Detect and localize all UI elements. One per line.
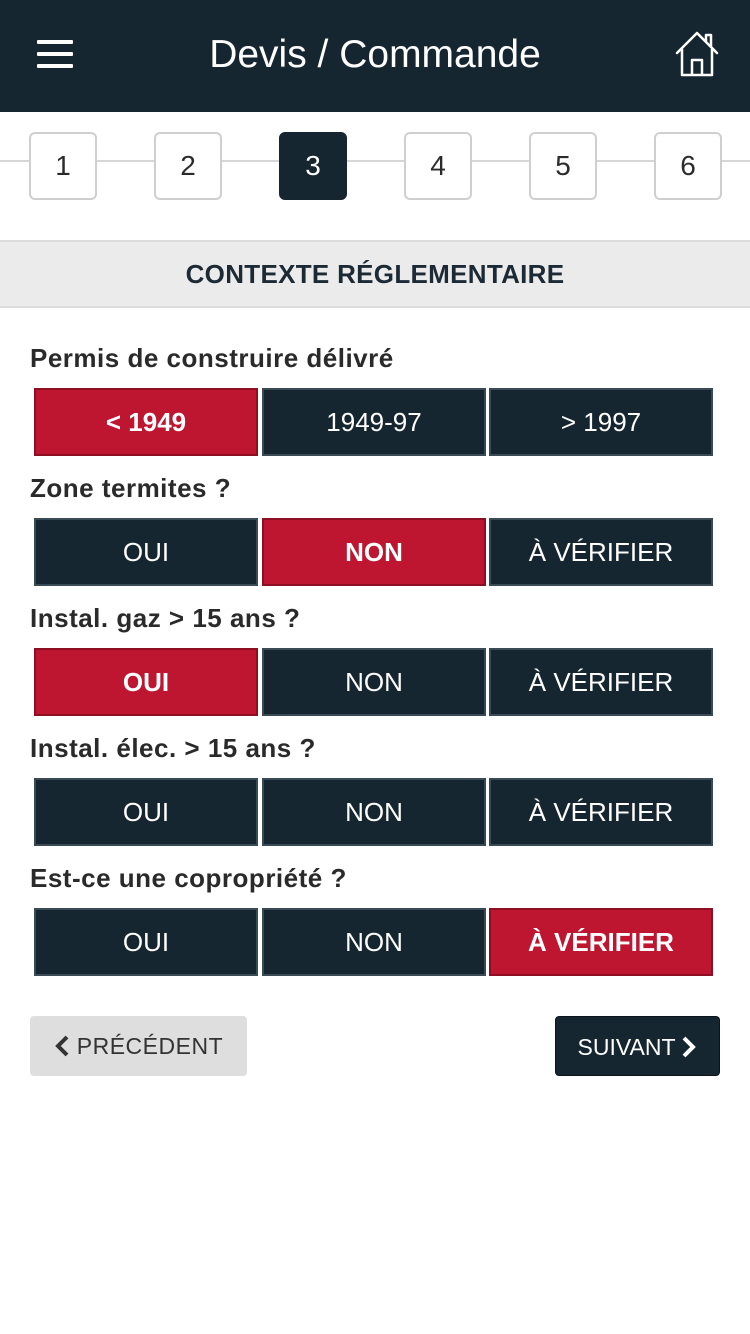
stepper-line bbox=[0, 160, 750, 162]
step-3[interactable]: 3 bbox=[279, 132, 347, 200]
option-a-verifier[interactable]: À VÉRIFIER bbox=[489, 778, 713, 846]
question-permis bbox=[30, 338, 720, 456]
option-oui[interactable]: OUI bbox=[34, 518, 258, 586]
hamburger-menu-icon[interactable] bbox=[37, 40, 73, 68]
question-label: Permis de construire délivré bbox=[30, 343, 394, 373]
step-2[interactable]: 2 bbox=[154, 132, 222, 200]
next-button[interactable] bbox=[555, 1016, 720, 1076]
question-label: Zone termites ? bbox=[30, 473, 232, 503]
option-before-1949[interactable]: < 1949 bbox=[34, 388, 258, 456]
option-after-1997[interactable]: > 1997 bbox=[489, 388, 713, 456]
question-zone-termites bbox=[30, 468, 720, 586]
step-indicator bbox=[0, 132, 750, 200]
option-1949-97[interactable]: 1949-97 bbox=[262, 388, 486, 456]
question-instal-gaz bbox=[30, 598, 720, 716]
step-4[interactable]: 4 bbox=[404, 132, 472, 200]
question-label: Est-ce une copropriété ? bbox=[30, 863, 347, 893]
page-title: Devis / Commande bbox=[209, 33, 541, 76]
option-non[interactable]: NON bbox=[262, 908, 486, 976]
option-a-verifier[interactable]: À VÉRIFIER bbox=[489, 908, 713, 976]
app-header bbox=[0, 0, 750, 112]
step-5[interactable]: 5 bbox=[529, 132, 597, 200]
option-a-verifier[interactable]: À VÉRIFIER bbox=[489, 518, 713, 586]
option-oui[interactable]: OUI bbox=[34, 908, 258, 976]
option-group bbox=[30, 778, 720, 846]
option-group bbox=[30, 518, 720, 586]
option-non[interactable]: NON bbox=[262, 778, 486, 846]
question-instal-elec bbox=[30, 728, 720, 846]
question-label: Instal. élec. > 15 ans ? bbox=[30, 733, 316, 763]
option-group bbox=[30, 388, 720, 456]
option-non[interactable]: NON bbox=[262, 518, 486, 586]
option-group bbox=[30, 908, 720, 976]
previous-button[interactable] bbox=[30, 1016, 247, 1076]
option-oui[interactable]: OUI bbox=[34, 778, 258, 846]
option-group bbox=[30, 648, 720, 716]
option-non[interactable]: NON bbox=[262, 648, 486, 716]
previous-button-label: PRÉCÉDENT bbox=[76, 1033, 224, 1059]
section-title: CONTEXTE RÉGLEMENTAIRE bbox=[0, 240, 750, 308]
question-label: Instal. gaz > 15 ans ? bbox=[30, 603, 301, 633]
step-6[interactable]: 6 bbox=[654, 132, 722, 200]
step-1[interactable]: 1 bbox=[29, 132, 97, 200]
chevron-right-icon bbox=[681, 1036, 697, 1058]
chevron-left-icon bbox=[54, 1035, 70, 1057]
question-copropriete bbox=[30, 858, 720, 976]
next-button-label: SUIVANT bbox=[577, 1034, 676, 1060]
home-icon[interactable] bbox=[674, 30, 720, 78]
option-a-verifier[interactable]: À VÉRIFIER bbox=[489, 648, 713, 716]
option-oui[interactable]: OUI bbox=[34, 648, 258, 716]
